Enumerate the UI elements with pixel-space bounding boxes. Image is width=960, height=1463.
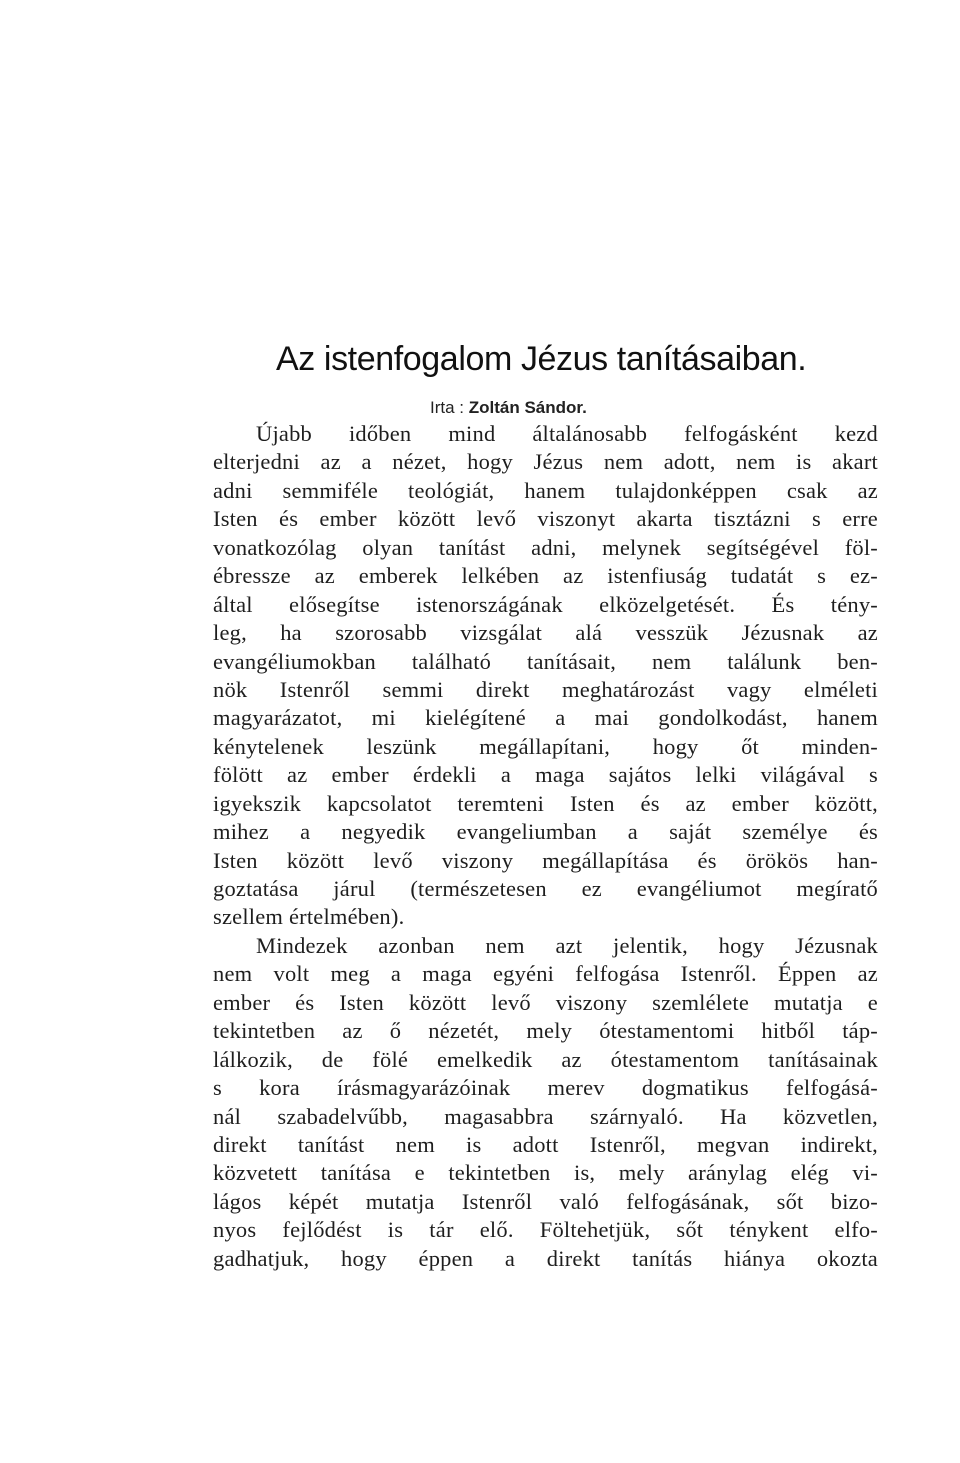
body-line: tekintetben az ő nézetét, mely ótestamentomi hitből táp- [213,1018,878,1044]
body-line: magyarázatot, mi kielégítené a mai gondolkodást, hanem [213,705,878,731]
body-line: s kora írásmagyarázóinak merev dogmatikus felfogásá- [213,1075,878,1101]
body-line: elterjedni az a nézet, hogy Jézus nem adott, nem is akart [213,449,878,475]
body-line: igyekszik kapcsolatot teremteni Isten és az ember között, [213,790,878,816]
article-title: Az istenfogalom Jézus tanításaiban. [276,340,807,378]
body-line: direkt tanítást nem is adott Istenről, megvan indirekt, [213,1131,878,1157]
body-line: vonatkozólag olyan tanítást adni, melynek segítségével föl- [213,534,878,560]
body-line: nál szabadelvűbb, magasabbra szárnyaló. Ha közvetlen, [213,1103,878,1129]
body-line: által elősegítse istenországának elközelgetését. És tény- [213,591,878,617]
body-line: lágos képét mutatja Istenről való felfogásának, sőt bizo- [213,1188,878,1214]
body-line: Mindezek azonban nem azt jelentik, hogy Jézusnak [256,932,878,958]
author-name: Zoltán Sándor. [468,398,587,417]
body-line: Újabb időben mind általánosabb felfogásként kezd [256,421,878,446]
body-line: mihez a negyedik evangeliumban a saját személye és [213,819,878,845]
article-body [213,420,878,1273]
byline [430,397,587,419]
body-line: fölött az ember érdekli a maga sajátos lelki világával s [213,762,878,788]
body-line: leg, ha szorosabb vizsgálat alá vesszük Jézusnak az [213,620,878,646]
byline-prefix: Irta : [430,398,465,417]
body-line: kénytelenek leszünk megállapítani, hogy őt minden- [213,733,878,759]
body-line: Isten és ember között levő viszonyt akarta tisztázni s erre [213,506,878,532]
body-line: lálkozik, de fölé emelkedik az ótestamentom tanításainak [213,1046,878,1072]
body-line: szellem értelmében). [213,904,405,930]
body-line: nem volt meg a maga egyéni felfogása Istenről. Éppen az [213,961,878,987]
body-line: ember és Isten között levő viszony szemlélete mutatja e [213,989,878,1015]
body-line: közvetett tanítása e tekintetben is, mely aránylag elég vi- [213,1160,878,1186]
body-line: adni semmiféle teológiát, hanem tulajdonképpen csak az [213,477,878,503]
body-line: goztatása járul (természetesen ez evangéliumot megíratő [213,876,878,901]
body-line: gadhatjuk, hogy éppen a direkt tanítás hiánya okozta [213,1245,878,1271]
body-line: nyos fejlődést is tár elő. Föltehetjük, sőt ténykent elfo- [213,1217,878,1243]
body-line: nök Istenről semmi direkt meghatározást vagy elméleti [213,676,878,702]
body-line: Isten között levő viszony megállapítása és örökös han- [213,847,878,873]
body-line: evangéliumokban található tanításait, nem találunk ben- [213,648,878,674]
body-line: ébressze az emberek lelkében az istenfiuság tudatát s ez- [213,563,878,589]
